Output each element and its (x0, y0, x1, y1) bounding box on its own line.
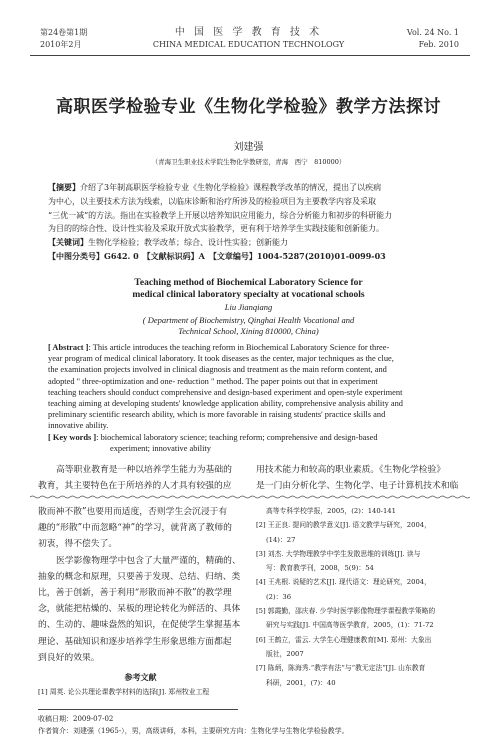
body-line: 念，就能把枯燥的、呆板的理论转化为鲜活的、具体 (38, 604, 241, 615)
keywords-en-label: [ Key words ] (48, 432, 97, 442)
abstract-en-line: year program of medical clinical laboratory. It took diseases as the center, major techniques as the clue, (48, 354, 394, 364)
reference-line: 高等专科学校学报，2005，(2)：140-141 (266, 507, 396, 515)
references-right-column (256, 504, 466, 690)
body-line: 散而神不散”也要用而适度，否则学生会沉浸于有 (38, 507, 228, 517)
reference-line: (2)：36 (266, 592, 292, 601)
abstract-en-line: [ Abstract ]: This article introduces the teaching reform in Biochemical Laboratory Science for three- (48, 343, 390, 352)
keywords-en: [ Key words ]: biochemical laboratory science; teaching reform; comprehensive and design-based (48, 432, 378, 442)
abstract-cn-line: 为中心，以主要技术方法为线索，以临床诊断和治疗所涉及的检验项目为主要教学内容及采取 (48, 196, 376, 206)
abstract-en-line: innovative ability. (48, 421, 109, 431)
intro-right-line: 用技术能力和较高的职业素质。《生物化学检验》 (256, 465, 446, 475)
intro-right-line: 是一门由分析化学、生物化学、电子计算机技术和临 (256, 481, 459, 492)
keywords-cn-label: 【关键词】 (48, 237, 88, 248)
english-affiliation-line: ( Department of Biochemistry, Qinghai Health Vocational and (142, 315, 355, 325)
body-line: 初衷，得不偿失了。 (38, 539, 118, 550)
reference-line: [4] 王兆根. 说疑的艺术[J]. 现代语文：理论研究，2004， (256, 578, 431, 587)
reference-line: [7] 陈炳，陈海秀.“教学有法”与“教无定法”[J]. 山东教育 (256, 664, 426, 673)
body-line: 趣的“形散”中而忽略“神”的学习，就背离了教师的 (38, 523, 232, 534)
date-en: Feb. 2010 (418, 40, 459, 49)
english-title (0, 277, 497, 301)
author-name: 刘建强 (233, 142, 264, 153)
date-cn: 2010年2月 (40, 40, 82, 49)
body-line: 理论、基础知识和逐步培养学生形象思维方面都起 (38, 636, 232, 647)
abstract-cn-line: 【摘要】介绍了3年制高职医学检验专业《生物化学检验》课程教学改革的情况，提出了以疾病 (48, 182, 382, 192)
body-line: 的、生动的、趣味盎然的知识，在促使学生掌握基本 (38, 620, 241, 631)
running-header-right (407, 27, 459, 51)
keywords-en-line: experiment; innovative ability (110, 443, 211, 453)
reference-line: 科研，2001，(7)：40 (266, 678, 336, 687)
journal-name-cn: 中 国 医 学 教 育 技 术 (174, 27, 323, 38)
author-bio: 作者简介：刘建强（1965-），男，高级讲师，本科，主要研究方向：生物化学与生物化学检验教学。 (38, 727, 349, 735)
intro-left-column (38, 462, 243, 494)
abstract-en-label: [ Abstract ] (48, 343, 89, 352)
abstract-en-line: preliminary scientific research ability, which is more favorable in raising students' practice skills and (48, 410, 386, 420)
abstract-cn (48, 181, 449, 264)
reference-item: [1] 周英. 论公共理论课教学材料的选择[J]. 郑州牧业工程 (38, 688, 210, 696)
abstract-en-line: the examination projects involved in clinical diagnosis and treatment as the main reform content, and (48, 365, 387, 375)
abstract-cn-line: “三优一减”的方法。指出在实验教学上开展以培养知识应用能力，综合分析能力和初步的科研能力 (48, 210, 393, 220)
received-date: 收稿日期：2009-07-02 (38, 715, 114, 723)
reference-line: (14)：27 (266, 535, 296, 544)
body-left-column (38, 504, 243, 666)
english-affiliation (0, 315, 497, 337)
body-line: 比，善于创新，善于利用“形散而神不散”的教学理 (38, 588, 232, 599)
english-affiliation-line: Technical School, Xining 810000, China) (178, 326, 319, 336)
header-rule (30, 55, 470, 56)
footnote (38, 713, 468, 737)
english-title-line: Teaching method of Biochemical Laboratory Science for (134, 278, 363, 288)
body-line: 到良好的效果。 (38, 652, 100, 663)
abstract-cn-line: 为目的的综合性、设计性实验及采取开放式实验教学，更有利于培养学生实践技能和创新能力。 (48, 224, 384, 234)
body-line: 医学影像物理学中包含了大量严谨的，精确的、 (56, 555, 241, 566)
reference-line: [5] 郭霞勤，邵庆春. 少学时医学影像物理学课程教学策略的 (256, 607, 436, 616)
abstract-en (48, 342, 449, 454)
author-affiliation: （青海卫生职业技术学院生物化学教研室，青海 西宁 810000） (151, 158, 346, 166)
intro-left-line: 高等职业教育是一种以培养学生能力为基础的 (56, 465, 232, 475)
volume-issue-en: Vol. 24 No. 1 (406, 28, 459, 37)
keywords-cn: 【关键词】生物化学检验；教学改革；综合、设计性实验；创新能力 (48, 237, 288, 248)
reference-line: 写：教育教学刊，2008，5(9)：54 (266, 564, 374, 573)
reference-line: [3] 刘杰. 大学物理教学中学生发散思维的训练[J]. 读与 (256, 549, 421, 558)
wavy-separator (30, 495, 470, 499)
footnote-rule (38, 709, 238, 710)
abstract-cn-label: 【摘要】 (48, 182, 80, 192)
abstract-en-line: adopted " three-optimization and one- reduction " method. The paper points out that in experiment (48, 376, 378, 386)
reference-line: 版社，2007 (266, 649, 304, 658)
english-author: Liu Jianqiang (224, 302, 273, 312)
classification-meta: 【中图分类号】G642. 0 【文献标识码】A 【文章编号】1004-5287(2010)01-0099-03 (48, 250, 386, 261)
abstract-en-line: teaching aiming at developing students' knowledge application ability, comprehensive analysis ability and (48, 399, 403, 409)
volume-issue-cn: 第24卷第1期 (40, 28, 88, 37)
intro-right-column (256, 462, 462, 494)
journal-name-en: CHINA MEDICAL EDUCATION TECHNOLOGY (152, 40, 345, 49)
intro-left-line: 教育，其主要特色在于所培养的人才具有较强的应 (38, 481, 232, 492)
reference-line: [6] 王鹤立，雷云. 大学生心理健康教育[M]. 郑州：大象出 (256, 635, 432, 644)
body-line: 抽象的概念和原理，只要善于发现、总结、归纳、类 (38, 571, 241, 582)
references-heading: 参考文献 (124, 672, 157, 682)
reference-line: [2] 王正良. 提问的教学意义[J]. 语文教学与研究，2004， (256, 521, 431, 530)
abstract-en-line: teaching teachers should conduct comprehensive and design-based experiment and open-style experiment (48, 387, 403, 397)
reference-line: 研究与实践[J]. 中国高等医学教育，2005，(1)：71-72 (266, 621, 434, 630)
article-title: 高职医学检验专业《生物化学检验》教学方法探讨 (56, 97, 441, 117)
english-title-line: medical clinical laboratory specialty at vocational schools (132, 290, 365, 300)
